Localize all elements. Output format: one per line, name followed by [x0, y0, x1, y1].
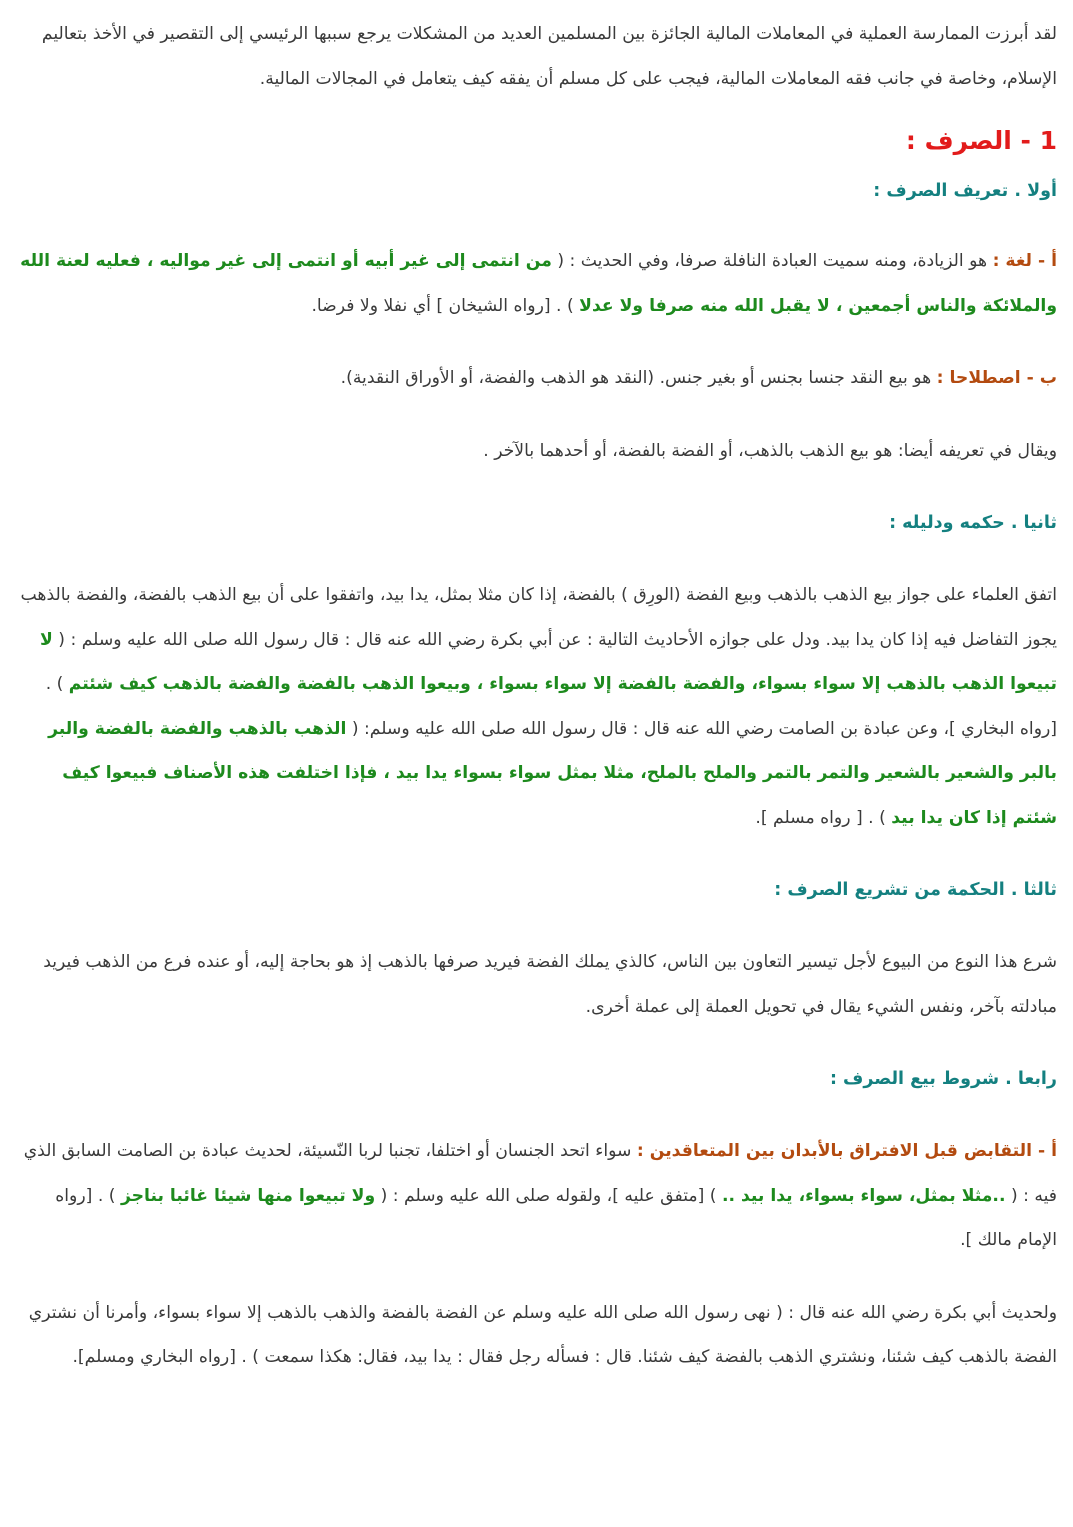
- heading-ruling: ثانيا . حكمه ودليله :: [889, 513, 1057, 533]
- text: ) . [ رواه مسلم ].: [755, 807, 892, 828]
- ruling-paragraph: [16, 573, 1057, 840]
- section-title: 1 - الصرف :: [905, 126, 1057, 155]
- hadith-quote: ولا تبيعوا منها شيئا غائبا بناجز: [120, 1185, 376, 1206]
- label-condition: أ - التقابض قبل الافتراق بالأبدان بين المتعاقدين :: [636, 1141, 1057, 1161]
- heading-conditions: رابعا . شروط بيع الصرف :: [829, 1069, 1057, 1089]
- definition-also: ويقال في تعريفه أيضا: هو بيع الذهب بالذهب، أو الفضة بالفضة، أو أحدهما بالآخر .: [483, 440, 1057, 461]
- hadith-quote: الذهب بالذهب والفضة بالفضة والبر بالبر والشعير بالشعير والتمر بالتمر والملح بالملح، مثلا بمثل سواء بسواء يدا بيد ، فإذا اختلفت هذه الأصناف فبيعوا كيف شئتم إذا كان يدا بيد: [48, 718, 1057, 828]
- text: ) . [رواه الشيخان ] أي نفلا ولا فرضا.: [311, 295, 580, 316]
- condition-paragraph: [16, 1129, 1057, 1263]
- hadith-quote: لا تبيعوا الذهب بالذهب إلا سواء بسواء، والفضة بالفضة إلا سواء بسواء ، وبيعوا الذهب بالفضة والفضة بالذهب كيف شئتم: [40, 629, 1057, 694]
- text: اتفق العلماء على جواز بيع الذهب بالذهب وبيع الفضة (الورِق ) بالفضة، إذا كان مثلا بمثل، يدا بيد، واتفقوا على أن بيع الذهب بالفضة، والفضة بالذهب يجوز التفاضل فيه إذا كان يدا بيد. ودل على جوازه الأحاديث التالية : عن أبي بكرة رضي الله عنه قال : قال رسول الله صلى الله عليه وسلم : (: [20, 585, 1057, 650]
- wisdom-paragraph: شرع هذا النوع من البيوع لأجل تيسير التعاون بين الناس، كالذي يملك الفضة فيريد صرفها بالذهب إذ هو بحاجة إليه، أو عنده فرع من الذهب فيريد مبادلته بآخر، ونفس الشيء يقال في تحويل العملة إلى عملة أخرى.: [43, 952, 1057, 1017]
- label-linguistic: أ - لغة :: [992, 251, 1057, 271]
- text: ) . [رواه البخاري ]، وعن عبادة بن الصامت رضي الله عنه قال : قال رسول الله صلى الله عليه وسلم: (: [45, 674, 1057, 739]
- label-technical: ب - اصطلاحا :: [936, 368, 1057, 388]
- text: هو بيع النقد جنسا بجنس أو بغير جنس. (النقد هو الذهب والفضة، أو الأوراق النقدية).: [340, 368, 937, 388]
- text: ) . [رواه الإمام مالك ].: [55, 1185, 1057, 1250]
- text: سواء اتحد الجنسان أو اختلفا، تجنبا لربا النّسيئة، لحديث عبادة بن الصامت السابق الذي فيه : (: [23, 1141, 1057, 1206]
- heading-definition: أولا . تعريف الصرف :: [873, 181, 1057, 201]
- hadith-quote: من انتمى إلى غير أبيه أو انتمى إلى غير مواليه ، فعليه لعنة الله والملائكة والناس أجمعين ، لا يقبل الله منه صرفا ولا عدلا: [20, 251, 1057, 316]
- text: ) [متفق عليه ]، ولقوله صلى الله عليه وسلم : (: [375, 1185, 722, 1206]
- definition-linguistic: [16, 239, 1057, 328]
- text: هو الزيادة، ومنه سميت العبادة النافلة صرفا، وفي الحديث : (: [551, 251, 993, 271]
- intro-paragraph: لقد أبرزت الممارسة العملية في المعاملات المالية الجائزة بين المسلمين العديد من المشكلات يرجع سببها الرئيسي إلى التقصير في الأخذ بتعاليم الإسلام، وخاصة في جانب فقه المعاملات المالية، فيجب على كل مسلم أن يفقه كيف يتعامل في المجالات المالية.: [41, 24, 1057, 89]
- abu-bakra-paragraph: ولحديث أبي بكرة رضي الله عنه قال : ( نهى رسول الله صلى الله عليه وسلم عن الفضة بالفضة والذهب بالذهب إلا سواء بسواء، وأمرنا أن نشتري الفضة بالذهب كيف شئنا، ونشتري الذهب بالفضة كيف شئنا. قال : فسأله رجل فقال : يدا بيد، فقال: هكذا سمعت ) . [رواه البخاري ومسلم].: [28, 1302, 1057, 1367]
- definition-technical: [16, 356, 1057, 401]
- heading-wisdom: ثالثا . الحكمة من تشريع الصرف :: [774, 880, 1057, 900]
- hadith-quote: ..مثلا بمثل، سواء بسواء، يدا بيد ..: [721, 1185, 1006, 1206]
